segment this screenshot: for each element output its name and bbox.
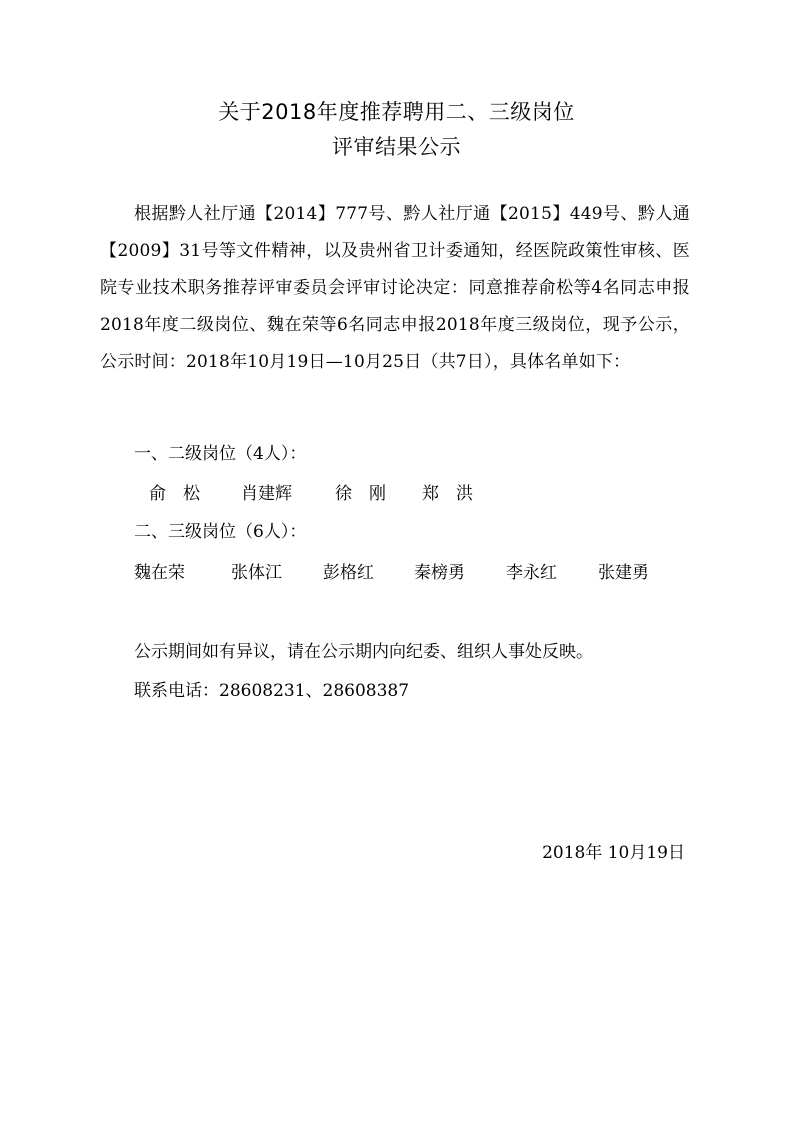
main-paragraph: 根据黔人社厅通【2014】777号、黔人社厅通【2015】449号、黔人通【2009】31号等文件精神，以及贵州省卫计委通知，经医院政策性审核、医院专业技术职务推荐评审委员会评审讨论决定：同意推荐俞松等4名同志申报2018年度二级岗位、魏在荣等6名同志申报2018年度三级岗位，现予公示，公示时间：2018年10月19日—10月25日（共7日），具体名单如下： bbox=[100, 204, 690, 372]
level2-name: 徐 刚 bbox=[335, 484, 386, 504]
contact-text: 联系电话：28608231、28608387 bbox=[134, 681, 410, 701]
level3-name: 李永红 bbox=[506, 563, 557, 583]
level3-heading: 二、三级岗位（6人）： bbox=[134, 522, 307, 542]
level2-heading: 一、二级岗位（4人）： bbox=[134, 444, 307, 464]
level3-name: 秦榜勇 bbox=[414, 563, 465, 583]
level3-name-list bbox=[134, 555, 649, 592]
body-section bbox=[100, 196, 690, 381]
level3-name: 张建勇 bbox=[598, 563, 649, 583]
level3-name: 彭格红 bbox=[323, 563, 374, 583]
document-title-line-1: 关于2018年度推荐聘用二、三级岗位 bbox=[218, 100, 575, 124]
level2-name-list bbox=[149, 476, 473, 513]
level2-name: 郑 洪 bbox=[422, 484, 473, 504]
level3-name: 张体江 bbox=[231, 563, 282, 583]
notice-text: 公示期间如有异议，请在公示期内向纪委、组织人事处反映。 bbox=[134, 642, 593, 662]
level2-name: 俞 松 bbox=[149, 484, 200, 504]
document-title-line-2: 评审结果公示 bbox=[332, 135, 461, 159]
level3-name: 魏在荣 bbox=[134, 563, 185, 583]
level2-name: 肖建辉 bbox=[241, 484, 292, 504]
publish-date: 2018年 10月19日 bbox=[542, 843, 685, 863]
